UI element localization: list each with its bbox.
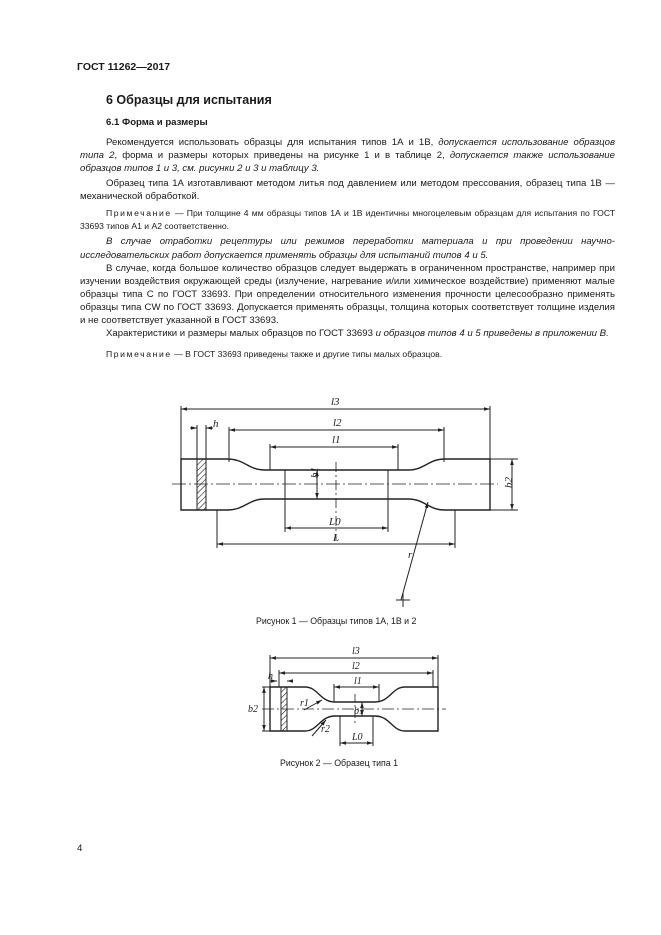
fig1-label-h: h (213, 418, 219, 430)
p1-part-b: допускается использование образцов типа 2 (80, 137, 615, 162)
subsection-title: 6.1 Форма и размеры (106, 117, 208, 128)
fig1-label-l2: l2 (333, 417, 342, 429)
p1-part-d: допускается также использование образцов типов 1 и 3, см. рисунки 2 и 3 и таблицу 3. (80, 150, 615, 175)
fig2-label-h: h (268, 671, 273, 682)
fig2-label-b2: b2 (248, 704, 258, 715)
paragraph-small-specimens: В случае, когда большое количество образцов следует выдержать в ограниченном пространстве, например при изучении воздействия окружающей среды (излучение, нагревание и/или химическое воздействие) применяют малые образцы типа С по ГОСТ 33693. При определении относительного изменения прочности целесообразно применять образцы типа CW по ГОСТ 33693. Допускается применять образцы, толщина которых соответствует толщине изделия и не соответствует указанной в ГОСТ 33693. (80, 262, 615, 327)
fig2-label-l1: l1 (354, 676, 362, 687)
figure-2-caption: Рисунок 2 — Образец типа 1 (280, 758, 399, 768)
p3-text: В случае отработки рецептуры или режимов переработки материала и при проведении научно-исследовательских работ допускается применять образцы для испытаний типов 4 и 5. (80, 236, 615, 261)
figure-1-caption: Рисунок 1 — Образцы типов 1А, 1В и 2 (256, 616, 417, 626)
fig2-label-l3: l3 (352, 646, 360, 657)
page-number: 4 (77, 843, 83, 854)
section-title: 6 Образцы для испытания (106, 93, 272, 107)
fig2-label-l2: l2 (352, 661, 360, 672)
note-1-label: Примечание (106, 208, 172, 219)
paragraph-manufacturing: Образец типа 1А изготавливают методом литья под давлением или методом прессования, образец типа 1В — механической обработкой. (80, 178, 615, 203)
p1-part-c: , форма и размеры которых приведены на рисунке 1 и в таблице 2, (114, 150, 450, 162)
fig2-label-r1: r1 (300, 698, 309, 709)
fig1-label-L0: L0 (329, 516, 341, 528)
fig2-label-r2: r2 (321, 724, 330, 735)
p5-part-a: Характеристики и размеры малых образцов по ГОСТ 33693 (106, 328, 376, 340)
note-2-label: Примечание (106, 349, 172, 360)
fig1-label-L: L (333, 532, 340, 544)
fig2-label-L0: L0 (352, 732, 363, 743)
fig1-label-l1: l1 (332, 434, 341, 446)
fig2-label-b1: b1 (354, 706, 364, 717)
p5-part-b: и образцов типов 4 и 5 приведены в приложении В. (375, 328, 609, 340)
fig1-label-b2: b2 (503, 477, 515, 488)
fig1-label-l3: l3 (331, 396, 340, 408)
fig1-label-r: r (408, 549, 413, 561)
standard-header: ГОСТ 11262—2017 (77, 61, 171, 73)
p1-part-a: Рекомендуется использовать образцы для испытания типов 1А и 1В, (106, 137, 439, 148)
note-2-text: — В ГОСТ 33693 приведены также и другие типы малых образцов. (171, 349, 443, 360)
note-1-text: — При толщине 4 мм образцы типов 1А и 1В идентичны многоцелевым образцам для испытания по ГОСТ 33693 типов А1 и А2 соответственно. (80, 208, 615, 231)
fig1-label-b1: b1 (309, 467, 321, 478)
